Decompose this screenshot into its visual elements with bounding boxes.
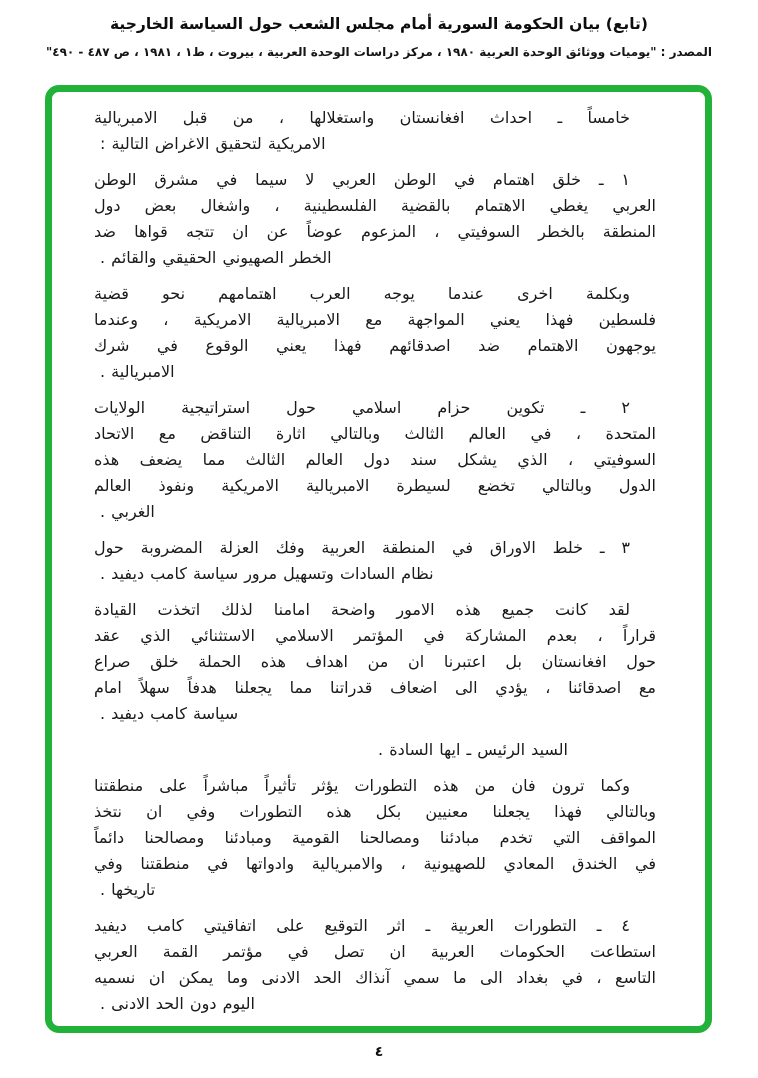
text-line: وكما ترون فان من هذه التطورات يؤثر تأثيراً مباشراً على منطقتنا: [94, 776, 630, 795]
source-citation: المصدر : "يوميات ووثائق الوحدة العربية ١٩٨٠ ، مركز دراسات الوحدة العربية ، بيروت ، ط١ ، ١٩٨١ ، ص ٤٨٧ - ٤٩٠": [46, 45, 712, 59]
text-line: الامبريالية .: [100, 362, 175, 381]
paragraph-developments-impact: [94, 773, 656, 903]
text-line: العربي يغطي الاهتمام بالقضية الفلسطينية ، واشغال بعض دول: [94, 196, 656, 215]
text-line: نظام السادات وتسهيل مرور سياسة كامب ديفيد .: [100, 564, 434, 583]
paragraph-mr-president: [94, 737, 656, 763]
body-text: [94, 105, 656, 1027]
text-line: حول افغانستان بل اعتبرنا ان من اهداف هذه الحملة خلق صراع: [94, 652, 656, 671]
text-line: استطاعت الحكومات العربية ان تصل في مؤتمر القمة العربي: [94, 942, 656, 961]
paragraph-point-4: [94, 913, 656, 1017]
paragraph-point-2: [94, 395, 656, 525]
text-line: في الخندق المعادي للصهيونية ، والامبريالية وادواتها في منطقتنا وفي: [94, 854, 656, 873]
paragraph-in-other-words: [94, 281, 656, 385]
paragraph-fifth-afghanistan: [94, 105, 656, 157]
text-line: مع اصدقائنا ، يؤدي الى اضعاف قدراتنا مما يجعلنا هدفاً سهلاً امام: [94, 678, 656, 697]
text-line: سياسة كامب ديفيد .: [100, 704, 239, 723]
text-line: الغربي .: [100, 502, 155, 521]
paragraph-point-1: [94, 167, 656, 271]
text-line: فلسطين فهذا يعني المواجهة مع الامبريالية الامريكية ، وعندما: [94, 310, 656, 329]
paragraph-decision: [94, 597, 656, 727]
text-line: الامريكية لتحقيق الاغراض التالية :: [100, 134, 326, 153]
text-line: المنطقة بالخطر السوفيتي ، المزعوم عوضاً عن ان تتجه قواها ضد: [94, 222, 656, 241]
text-line: خامساً ـ احداث افغانستان واستغلالها ، من قبل الامبريالية: [94, 108, 630, 127]
text-line: ٤ ـ التطورات العربية ـ اثر التوقيع على اتفاقيتي كامب ديفيد: [94, 916, 630, 935]
text-line: يوجهون الاهتمام ضد اصدقائهم فهذا يعني الوقوع في شرك: [94, 336, 656, 355]
paragraph-point-3: [94, 535, 656, 587]
text-line: ٣ ـ خلط الاوراق في المنطقة العربية وفك العزلة المضروبة حول: [94, 538, 630, 557]
text-line: تاريخها .: [100, 880, 156, 899]
text-line: لقد كانت جميع هذه الامور واضحة امامنا لذلك اتخذت القيادة: [94, 600, 630, 619]
text-line: وبالتالي فهذا يجعلنا معنيين بكل هذه التطورات وفي ان نتخذ: [94, 802, 656, 821]
text-line: ١ ـ خلق اهتمام في الوطن العربي لا سيما في مشرق الوطن: [94, 170, 630, 189]
document-title: (تابع) بيان الحكومة السورية أمام مجلس الشعب حول السياسة الخارجية: [110, 15, 648, 33]
text-line: السوفيتي ، الذي يشكل سند دول العالم الثالث مما يضعف هذه: [94, 450, 656, 469]
text-line: ٢ ـ تكوين حزام اسلامي حول استراتيجية الولايات: [94, 398, 630, 417]
text-line: قراراً ، بعدم المشاركة في المؤتمر الاسلامي الاستثنائي الذي عقد: [94, 626, 656, 645]
page-number: ٤: [374, 1044, 384, 1060]
text-line: المواقف التي تخدم مبادئنا ومصالحنا القومية ومبادئنا ومصالحنا دائماً: [94, 828, 656, 847]
text-line: اليوم دون الحد الادنى .: [100, 994, 255, 1013]
text-line: السيد الرئيس ـ ايها السادة .: [378, 740, 568, 759]
text-line: الخطر الصهيوني الحقيقي والقائم .: [100, 248, 332, 267]
text-line: التاسع ، في بغداد الى ما سمي آنذاك الحد الادنى وما يمكن ان نسميه: [94, 968, 656, 987]
text-line: الدول وبالتالي تخضع لسيطرة الامبريالية الامريكية ونفوذ العالم: [94, 476, 656, 495]
highlight-border: [45, 85, 712, 1033]
text-line: وبكلمة اخرى عندما يوجه العرب اهتمامهم نحو قضية: [94, 284, 630, 303]
text-line: المتحدة ، في العالم الثالث وبالتالي اثارة التناقض مع الاتحاد: [94, 424, 656, 443]
